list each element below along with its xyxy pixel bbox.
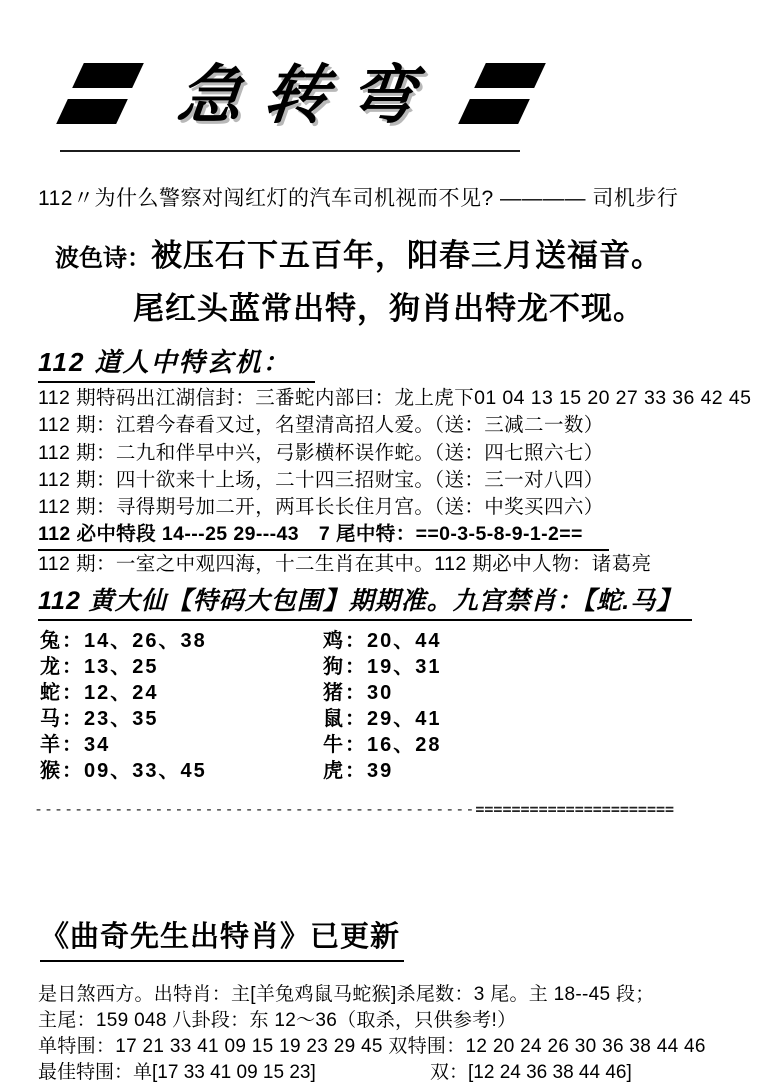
zodiac-table (40, 628, 765, 784)
footer-line-tail: 主尾：159 048 八卦段：东 12～36（取杀，只供参考!） (38, 1010, 517, 1032)
footer-line-best (38, 1060, 765, 1086)
parallelogram-bar (56, 99, 128, 124)
zodiac-cell-pig: 猪：30 (323, 682, 394, 705)
tip-sheet-page (0, 46, 765, 1084)
zodiac-cell-horse: 马：23、35 (40, 708, 159, 731)
zodiac-cell-rooster: 鸡：20、44 (323, 630, 442, 653)
zodiac-cell-tiger: 虎：39 (323, 760, 394, 783)
masthead (56, 46, 765, 146)
mystery-line: 112 期：四十欲来十上场，二十四三招财宝。（送：三一对八四） (38, 468, 604, 491)
best-even-picks: 双：[12 24 36 38 44 46] (430, 1062, 632, 1084)
parallelogram-bar (72, 63, 144, 88)
parallelogram-bar (458, 99, 530, 124)
mystery-line-segment: 112 必中特段 14---25 29---43 7 尾中特：==0-3-5-8-9-1-2== (38, 521, 609, 550)
mystery-highlight: 112 黄大仙【特码大包围】期期准。九宫禁肖：【蛇.马】 (38, 581, 692, 621)
section-separator (34, 800, 674, 818)
poem-verse-2: 尾红头蓝常出特，狗肖出特龙不现。 (133, 291, 645, 326)
mystery-line: 112 期特码出江湖信封：三番蛇内部曰：龙上虎下01 04 13 15 20 27 33 36 42 45 (38, 387, 752, 409)
mystery-line: 112 期：一室之中观四海，十二生肖在其中。112 期必中人物：诸葛亮 (38, 552, 652, 575)
update-notice-heading: 《曲奇先生出特肖》已更新 (40, 914, 404, 962)
footer-line-odd-even: 单特围：17 21 33 41 09 15 19 23 29 45 双特围：12 20 24 26 30 36 38 44 46 (38, 1036, 706, 1058)
mystery-line: 112 期：寻得期号加二开，两耳长长住月宫。（送：中奖买四六） (38, 496, 604, 519)
zodiac-cell-dragon: 龙：13、25 (40, 656, 159, 679)
best-odd-picks: 最佳特围：单[17 33 41 09 15 23] (38, 1062, 316, 1084)
riddle-line: 112〃为什么警察对闯红灯的汽车司机视而不见? ———— 司机步行 (38, 187, 679, 210)
mystery-heading: 112 道人中特玄机： (38, 342, 315, 383)
poem-label: 波色诗： (55, 245, 151, 272)
zodiac-cell-snake: 蛇：12、24 (40, 682, 159, 705)
zodiac-cell-monkey: 猴：09、33、45 (40, 760, 207, 783)
zodiac-cell-rat: 鼠：29、41 (323, 708, 442, 731)
footer-line-kill: 是日煞西方。出特肖：主[羊兔鸡鼠马蛇猴]杀尾数：3 尾。主 18--45 段； (38, 984, 655, 1006)
title-underline-rule (60, 150, 520, 152)
zodiac-cell-ox: 牛：16、28 (323, 734, 442, 757)
page-title: 急转弯 (174, 59, 440, 133)
separator-equals: ====================== (475, 800, 675, 819)
poem-section (55, 230, 765, 328)
double-bar-icon-left (56, 63, 148, 129)
separator-dashes: -------------------------------------------- (34, 800, 476, 819)
mystery-line: 112 期：二九和伴早中兴，弓影横杯误作蛇。（送：四七照六七） (38, 441, 604, 464)
zodiac-cell-dog: 狗：19、31 (323, 656, 442, 679)
poem-verse-1: 被压石下五百年，阳春三月送福音。 (151, 238, 663, 273)
double-bar-icon-right (458, 63, 550, 129)
zodiac-cell-goat: 羊：34 (40, 734, 111, 757)
footer-section (38, 982, 765, 1086)
parallelogram-bar (474, 63, 546, 88)
mystery-line: 112 期：江碧今春看又过，名望清高招人爱。（送：三减二一数） (38, 414, 604, 437)
poem-line-1 (55, 230, 765, 275)
zodiac-cell-rabbit: 兔：14、26、38 (40, 630, 207, 653)
